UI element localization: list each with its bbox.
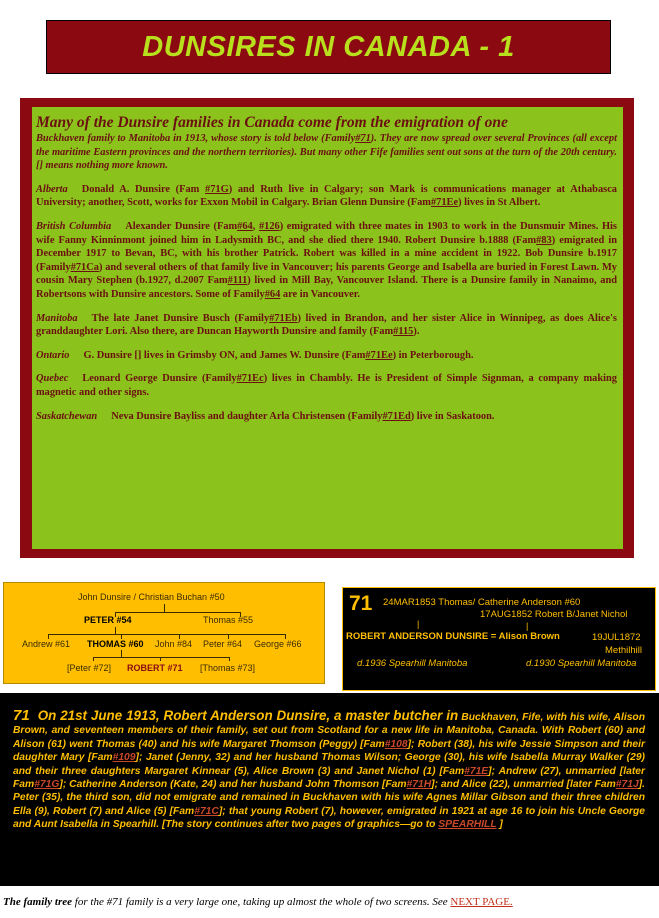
tree-thomas73: [Thomas #73] xyxy=(200,663,256,673)
tree-thomas60: THOMAS #60 xyxy=(87,639,144,649)
tree-connector xyxy=(115,627,116,634)
link-spearhill[interactable]: SPEARHILL xyxy=(438,819,497,831)
story-number: 71 xyxy=(13,707,30,724)
story-opening: On 21st June 1913, Robert Anderson Dunsire, a master butcher in xyxy=(37,708,459,723)
tree-peter72: [Peter #72] xyxy=(67,663,112,673)
link-fam115[interactable]: #115 xyxy=(393,326,414,338)
tree-robert71: ROBERT #71 xyxy=(127,663,183,673)
fam71-death-robert: d.1936 Spearhill Manitoba xyxy=(357,658,468,669)
tree-george66: George #66 xyxy=(254,639,302,649)
link-fam71e[interactable]: #71E xyxy=(464,765,489,777)
intro-paragraph: Buckhaven family to Manitoba in 1913, whose story is told below (Family#71). They are now spread over several Provinces (all except the maritime Eastern provinces and the northern territories). But many other Fife families sent out sons at the turn of the 20th century. [] means nothing more known. xyxy=(36,133,618,172)
next-page-link[interactable]: NEXT PAGE. xyxy=(450,896,513,908)
family71-summary xyxy=(342,587,656,691)
fam71-couple: ROBERT ANDERSON DUNSIRE = Alison Brown xyxy=(346,631,560,642)
link-fam64[interactable]: #64 xyxy=(237,220,253,232)
tree-connector xyxy=(164,604,165,612)
link-fam71ec[interactable]: #71Ec xyxy=(236,373,264,385)
link-fam71j[interactable]: #71J xyxy=(615,779,639,791)
link-fam111[interactable]: #111 xyxy=(227,275,248,287)
page-title-banner xyxy=(46,20,611,74)
sask-paragraph: Saskatchewan Neva Dunsire Bayliss and daughter Arla Christensen (Family#71Ed) live in Saskatoon. xyxy=(36,410,495,422)
link-fam108[interactable]: #108 xyxy=(384,738,408,750)
tree-connector xyxy=(93,657,94,661)
link-fam64-b[interactable]: #64 xyxy=(264,288,281,300)
province-label-bc: British Columbia xyxy=(36,220,112,232)
tree-connector xyxy=(93,657,229,658)
link-fam71ee-b[interactable]: #71Ee xyxy=(365,349,393,361)
tree-connector xyxy=(229,657,230,661)
province-label-alberta: Alberta xyxy=(36,183,68,195)
link-fam71ca[interactable]: #71Ca xyxy=(70,261,99,273)
link-fam71g-b[interactable]: #71G xyxy=(34,779,60,791)
fam71-parents-line1: 24MAR1853 Thomas/ Catherine Anderson #60 xyxy=(383,597,581,608)
fam71-connector-tick: | xyxy=(417,619,420,629)
tree-peter54: PETER #54 xyxy=(84,615,132,625)
fam71-connector-tick: | xyxy=(526,621,529,631)
intro-panel-frame xyxy=(20,98,634,558)
link-fam71ee[interactable]: #71Ee xyxy=(430,197,459,209)
tree-thomas55: Thomas #55 xyxy=(203,615,254,625)
tree-john84: John #84 xyxy=(155,639,193,649)
tree-andrew61: Andrew #61 xyxy=(22,639,71,649)
family71-story: 71 On 21st June 1913, Robert Anderson Dunsire, a master butcher in Buckhaven, Fife, with his wife, Alison Brown, and seventeen members of their family, set out from Scotland for a new life in Manitoba, Canada. With Robert (60) and Alison (61) went Thomas (40) and his wife Margaret Thomson (Peggy) [Fam#108]; Robert (38), his wife Jessie Simpson and their daughter Mary [Fam#109]; Janet (Jenny, 32) and her husband Thomas Wilson; George (30), his wife Isabella Murray Walker (29) and their three daughters Margaret Kinnear (5), Alice Brown (3) and Janet Nichol (1) [Fam#71E]; Andrew (27), unmarried [later Fam#71G]; Catherine Anderson (Kate, 24) and her husband John Thomson [Fam#71H]; and Alice (22), unmarried [later Fam#71J]. Peter (35), the third son, did not emigrate and remained in Buckhaven with his wife Agnes Millar Gibson and their three children Ella (9), Robert (7) and Alice (5) [Fam#71C]; that young Robert (7), however, emigrated in 1921 at age 16 to join his Uncle George and Aunt Isabella in Spearhill. [The story continues after two pages of graphics—go to SPEARHILL ] xyxy=(0,693,659,886)
province-label-manitoba: Manitoba xyxy=(36,312,78,324)
fam71-marriage-date: 19JUL1872 xyxy=(592,632,641,643)
link-fam109[interactable]: #109 xyxy=(112,752,136,764)
province-label-sask: Saskatchewan xyxy=(36,410,98,422)
fam71-death-alison: d.1930 Spearhill Manitoba xyxy=(526,658,637,669)
bc-paragraph: British Columbia Alexander Dunsire (Fam#64, #126) emigrated with three mates in 1903 to work in the Dunsmuir Mines. His wife Fanny Kinninmont joined him in Ladysmith BC, and she died there 1940. Robert Dunsire b.1888 (Fam#83) emigrated in December 1917 to Bevan, BC, with his brother Patrick. Robert was killed in a mine accident in 1922. Bob Dunsire b.1917 (Family#71Ca) and several others of that family live in Vancouver; his parents George and Isabella are buried in Forest Lawn. My cousin Mary Stephen (b.1927, d.2007 Fam#111) lived in Mill Bay, Vancouver Island. There is a Dunsire family in Nanaimo, and Robertsons with Dunsire ancestors. Some of Family#64 are in Vancouver. xyxy=(36,220,617,300)
page-title: DUNSIRES IN CANADA - 1 xyxy=(142,30,515,63)
footer-note: The family tree for the #71 family is a very large one, taking up almost the whole of two screens. See NEXT PAGE. xyxy=(3,896,513,908)
link-fam126[interactable]: #126 xyxy=(258,220,280,232)
intro-panel xyxy=(32,107,623,549)
tree-connector xyxy=(48,634,286,635)
link-fam71[interactable]: #71 xyxy=(355,133,371,144)
tree-peter64: Peter #64 xyxy=(203,639,243,649)
manitoba-paragraph: Manitoba The late Janet Dunsire Busch (Family#71Eb) lived in Brandon, and her sister Alice in Winnipeg, as does Alice's granddaughter Lori. Also there, are Duncan Hayworth Dunsire and family (Fam#115). xyxy=(36,312,617,338)
link-fam71h[interactable]: #71H xyxy=(406,779,432,791)
tree-parents: John Dunsire / Christian Buchan #50 xyxy=(78,592,225,602)
tree-connector xyxy=(160,657,161,661)
link-fam83[interactable]: #83 xyxy=(536,234,552,246)
province-label-quebec: Quebec xyxy=(36,373,69,385)
fam71-parents-line2: 17AUG1852 Robert B/Janet Nichol xyxy=(480,609,628,620)
link-fam71c[interactable]: #71C xyxy=(194,805,219,817)
family-tree-diagram xyxy=(3,582,325,684)
tree-connector xyxy=(121,650,122,657)
intro-lead: Many of the Dunsire families in Canada come from the emigration of one xyxy=(36,114,508,131)
ontario-paragraph: Ontario G. Dunsire [] lives in Grimsby ON, and James W. Dunsire (Fam#71Ee) in Peterborough. xyxy=(36,349,474,361)
fam71-marriage-place: Methilhill xyxy=(605,645,642,656)
link-fam71ed[interactable]: #71Ed xyxy=(382,410,411,422)
alberta-paragraph: Alberta Donald A. Dunsire (Fam #71G) and Ruth live in Calgary; son Mark is communications manager at Athabasca University; another, Scott, works for Exxon Mobil in Calgary. Brian Glenn Dunsire (Fam#71Ee) lives in St Albert. xyxy=(36,183,618,209)
quebec-paragraph: Quebec Leonard George Dunsire (Family#71Ec) lives in Chambly. He is President of Simple Signman, a company making magnetic and other signs. xyxy=(36,373,617,398)
tree-connector xyxy=(115,612,240,613)
link-fam71g[interactable]: #71G xyxy=(205,183,229,195)
link-fam71eb[interactable]: #71Eb xyxy=(269,312,298,324)
province-label-ontario: Ontario xyxy=(36,349,70,361)
family-number: 71 xyxy=(349,592,373,615)
